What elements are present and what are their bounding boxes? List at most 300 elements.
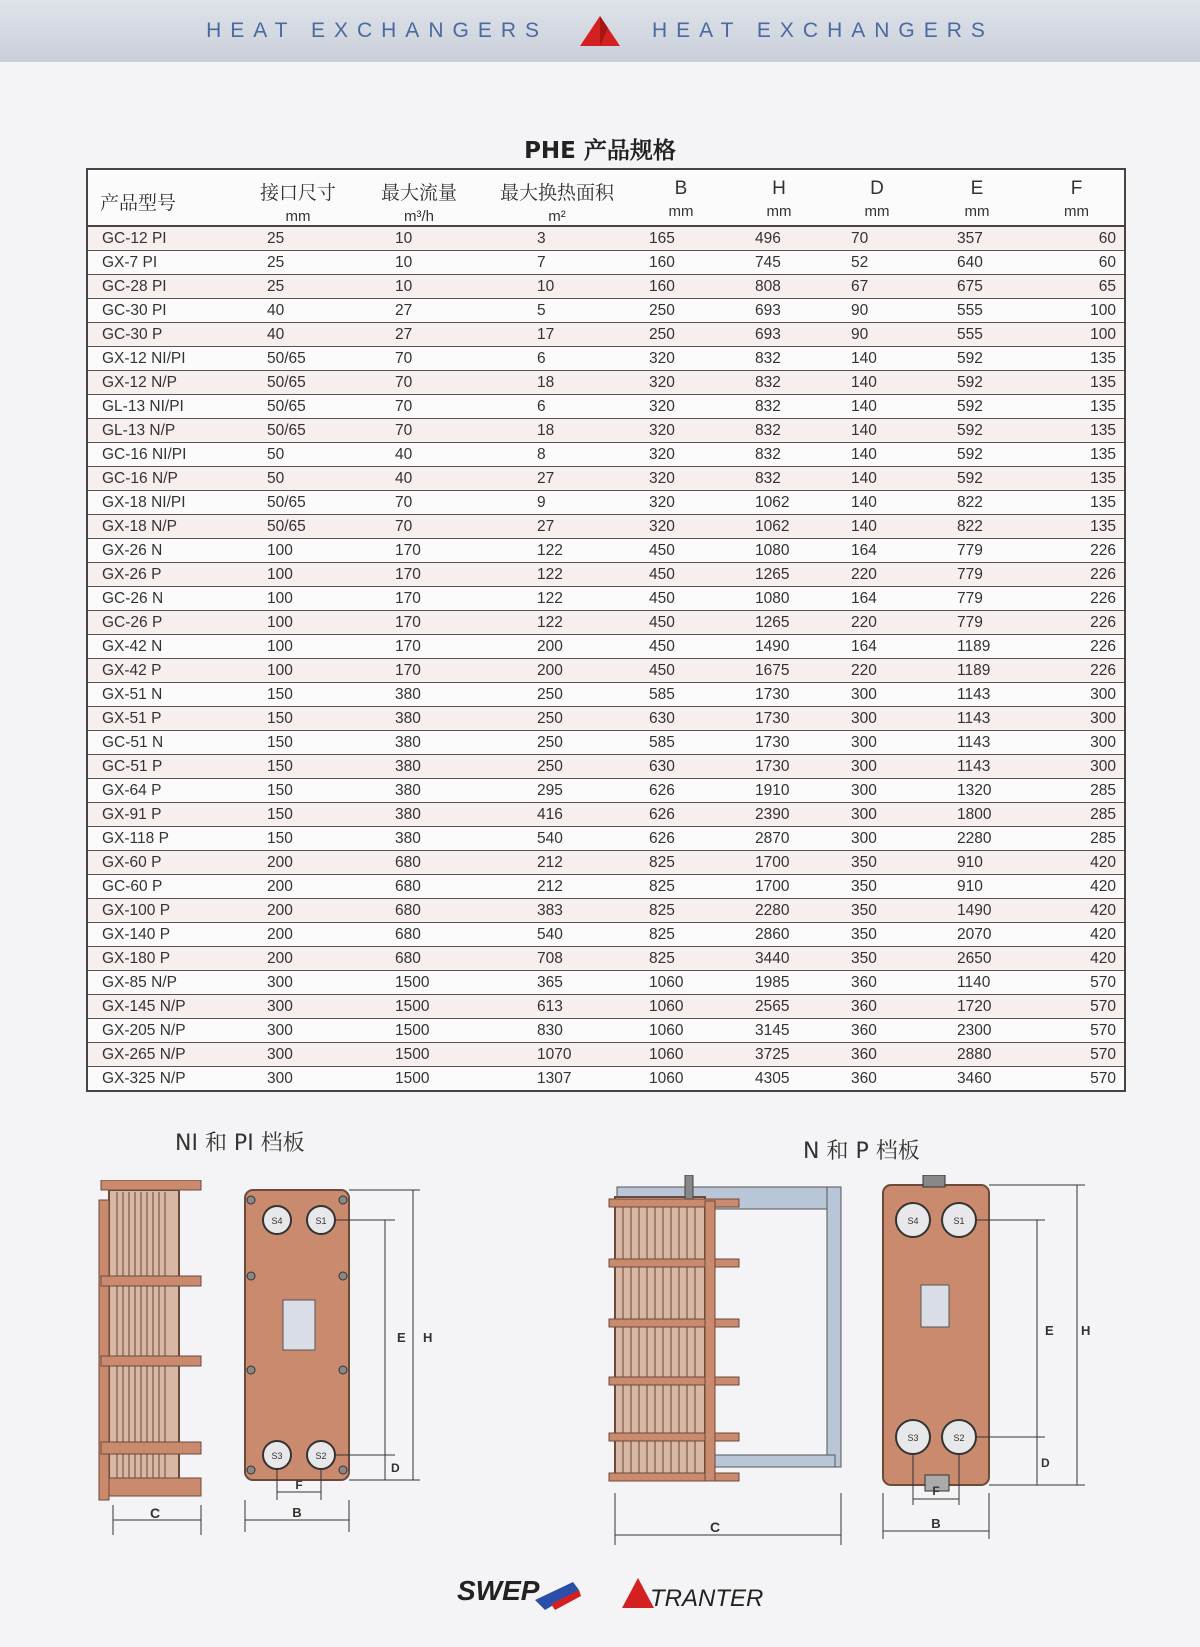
table-cell: GC-30 PI	[87, 299, 239, 323]
table-cell: 200	[239, 875, 357, 899]
table-cell: 1189	[925, 635, 1029, 659]
table-cell: GX-205 N/P	[87, 1019, 239, 1043]
table-cell: GX-85 N/P	[87, 971, 239, 995]
table-cell: 135	[1029, 515, 1125, 539]
port-label-s1: S1	[315, 1216, 327, 1226]
table-cell: GC-26 N	[87, 587, 239, 611]
table-cell: 825	[633, 923, 729, 947]
table-cell: 226	[1029, 563, 1125, 587]
table-cell: 1189	[925, 659, 1029, 683]
table-cell: 150	[239, 827, 357, 851]
table-cell: 3	[481, 226, 633, 251]
table-cell: 1143	[925, 683, 1029, 707]
table-cell: 1730	[729, 683, 829, 707]
port-label-s2: S2	[315, 1451, 327, 1461]
table-cell: 226	[1029, 659, 1125, 683]
table-cell: 779	[925, 563, 1029, 587]
table-row	[87, 443, 1125, 467]
table-cell: GX-12 NI/PI	[87, 347, 239, 371]
table-row	[87, 563, 1125, 587]
table-cell: 135	[1029, 347, 1125, 371]
table-cell: 27	[481, 467, 633, 491]
table-cell: 27	[357, 299, 481, 323]
table-row	[87, 395, 1125, 419]
column-header-unit: mm	[668, 203, 694, 220]
table-cell: GC-28 PI	[87, 275, 239, 299]
table-cell: 357	[925, 226, 1029, 251]
section-label-n-p: N 和 P 档板	[803, 1139, 920, 1164]
table-cell: 626	[633, 779, 729, 803]
section-label-ni-pi: NI 和 PI 档板	[175, 1131, 305, 1156]
table-row	[87, 275, 1125, 299]
table-cell: 555	[925, 323, 1029, 347]
table-cell: 164	[829, 635, 925, 659]
table-cell: GX-180 P	[87, 947, 239, 971]
table-cell: 496	[729, 226, 829, 251]
table-cell: 50/65	[239, 395, 357, 419]
table-cell: 832	[729, 371, 829, 395]
frame-side-view-large	[609, 1175, 841, 1545]
table-cell: 450	[633, 539, 729, 563]
table-cell: 135	[1029, 371, 1125, 395]
table-cell: 2390	[729, 803, 829, 827]
table-cell: GX-42 P	[87, 659, 239, 683]
table-cell: 708	[481, 947, 633, 971]
table-cell: 350	[829, 899, 925, 923]
table-cell: 50	[239, 467, 357, 491]
table-cell: GX-325 N/P	[87, 1067, 239, 1092]
table-cell: 570	[1029, 995, 1125, 1019]
table-cell: GX-118 P	[87, 827, 239, 851]
table-row	[87, 226, 1125, 251]
table-cell: 10	[481, 275, 633, 299]
table-cell: 360	[829, 1067, 925, 1092]
table-cell: 320	[633, 347, 729, 371]
table-cell: 1062	[729, 515, 829, 539]
table-cell: 380	[357, 803, 481, 827]
table-cell: 250	[633, 323, 729, 347]
table-cell: 4305	[729, 1067, 829, 1092]
table-cell: 140	[829, 515, 925, 539]
table-cell: 90	[829, 323, 925, 347]
table-cell: 27	[481, 515, 633, 539]
table-cell: 1675	[729, 659, 829, 683]
table-row	[87, 587, 1125, 611]
table-cell: 300	[239, 1067, 357, 1092]
table-cell: 1500	[357, 1043, 481, 1067]
table-cell: 1080	[729, 587, 829, 611]
table-cell: 320	[633, 515, 729, 539]
table-cell: 360	[829, 995, 925, 1019]
table-row	[87, 755, 1125, 779]
table-cell: GX-18 NI/PI	[87, 491, 239, 515]
table-cell: 100	[239, 611, 357, 635]
table-cell: 25	[239, 275, 357, 299]
table-cell: 200	[481, 635, 633, 659]
table-row	[87, 1067, 1125, 1092]
table-cell: GC-30 P	[87, 323, 239, 347]
table-cell: 7	[481, 251, 633, 275]
table-row	[87, 683, 1125, 707]
table-cell: 1730	[729, 755, 829, 779]
table-cell: 5	[481, 299, 633, 323]
table-cell: 1500	[357, 995, 481, 1019]
column-header-label: 最大流量	[380, 183, 457, 204]
table-cell: 380	[357, 707, 481, 731]
table-cell: 50	[239, 443, 357, 467]
table-cell: 140	[829, 347, 925, 371]
table-cell: 220	[829, 611, 925, 635]
table-cell: 626	[633, 803, 729, 827]
table-row	[87, 539, 1125, 563]
table-cell: 300	[829, 755, 925, 779]
table-cell: 300	[239, 1043, 357, 1067]
table-row	[87, 515, 1125, 539]
table-cell: 1800	[925, 803, 1029, 827]
table-cell: 1265	[729, 563, 829, 587]
column-header-label: 最大换热面积	[499, 183, 614, 204]
column-header-label: B	[674, 178, 688, 199]
table-cell: 2870	[729, 827, 829, 851]
table-cell: 1265	[729, 611, 829, 635]
table-cell: 165	[633, 226, 729, 251]
table-cell: 8	[481, 443, 633, 467]
swep-logo	[455, 1570, 585, 1615]
column-header-label: 接口尺寸	[259, 183, 336, 204]
table-cell: 540	[481, 827, 633, 851]
table-cell: 380	[357, 779, 481, 803]
table-cell: 680	[357, 851, 481, 875]
table-cell: 2650	[925, 947, 1029, 971]
table-cell: 170	[357, 539, 481, 563]
table-cell: GC-60 P	[87, 875, 239, 899]
table-cell: 122	[481, 563, 633, 587]
table-cell: 70	[357, 395, 481, 419]
table-cell: 1143	[925, 707, 1029, 731]
table-cell: 300	[829, 683, 925, 707]
column-header-4	[633, 169, 729, 226]
table-cell: 295	[481, 779, 633, 803]
table-cell: GX-26 P	[87, 563, 239, 587]
column-header-unit: mm	[864, 203, 890, 220]
table-cell: 50/65	[239, 347, 357, 371]
table-cell: 52	[829, 251, 925, 275]
table-cell: 585	[633, 731, 729, 755]
table-cell: 832	[729, 467, 829, 491]
table-cell: 420	[1029, 947, 1125, 971]
dim-label-e-left: E	[397, 1330, 406, 1345]
table-cell: 779	[925, 539, 1029, 563]
table-cell: 150	[239, 755, 357, 779]
spec-table	[86, 168, 1126, 1092]
table-cell: 122	[481, 539, 633, 563]
table-cell: 450	[633, 611, 729, 635]
table-cell: 50/65	[239, 371, 357, 395]
table-cell: 570	[1029, 1043, 1125, 1067]
table-cell: 250	[481, 707, 633, 731]
table-cell: 226	[1029, 611, 1125, 635]
table-row	[87, 1019, 1125, 1043]
plate-front-view	[245, 1190, 432, 1532]
column-header-unit: m³/h	[404, 208, 434, 225]
table-cell: 832	[729, 347, 829, 371]
table-cell: GX-64 P	[87, 779, 239, 803]
table-cell: 1307	[481, 1067, 633, 1092]
column-header-unit: mm	[766, 203, 792, 220]
table-cell: 1060	[633, 1067, 729, 1092]
table-cell: 160	[633, 275, 729, 299]
table-cell: 360	[829, 1019, 925, 1043]
table-cell: 350	[829, 947, 925, 971]
table-cell: 200	[239, 899, 357, 923]
table-cell: 70	[357, 347, 481, 371]
table-cell: 150	[239, 731, 357, 755]
table-cell: 350	[829, 875, 925, 899]
table-cell: 450	[633, 635, 729, 659]
table-cell: 40	[239, 323, 357, 347]
table-row	[87, 491, 1125, 515]
table-cell: 592	[925, 419, 1029, 443]
column-header-label: E	[970, 178, 984, 199]
port-label-s3: S3	[271, 1451, 283, 1461]
column-header-label: 产品型号	[100, 193, 177, 214]
table-row	[87, 611, 1125, 635]
dim-label-f-left: F	[295, 1478, 303, 1492]
diagram-ni-pi	[95, 1180, 435, 1535]
table-cell: 285	[1029, 827, 1125, 851]
table-cell: 592	[925, 371, 1029, 395]
table-cell: 65	[1029, 275, 1125, 299]
table-cell: 140	[829, 443, 925, 467]
table-cell: 10	[357, 226, 481, 251]
table-cell: 675	[925, 275, 1029, 299]
table-cell: 300	[829, 827, 925, 851]
table-cell: 745	[729, 251, 829, 275]
table-row	[87, 251, 1125, 275]
table-row	[87, 851, 1125, 875]
table-cell: 300	[829, 707, 925, 731]
table-cell: 1060	[633, 1019, 729, 1043]
table-cell: 2880	[925, 1043, 1029, 1067]
table-cell: 300	[829, 731, 925, 755]
table-cell: 3460	[925, 1067, 1029, 1092]
table-cell: 3145	[729, 1019, 829, 1043]
table-cell: 2280	[925, 827, 1029, 851]
dim-label-e-right: E	[1045, 1323, 1054, 1338]
table-row	[87, 923, 1125, 947]
table-cell: 50/65	[239, 491, 357, 515]
table-cell: GX-26 N	[87, 539, 239, 563]
table-cell: 40	[357, 443, 481, 467]
table-cell: 1720	[925, 995, 1029, 1019]
table-cell: 693	[729, 323, 829, 347]
table-cell: 822	[925, 515, 1029, 539]
header-bar	[0, 0, 1200, 62]
table-row	[87, 971, 1125, 995]
table-cell: 365	[481, 971, 633, 995]
column-header-label: D	[870, 178, 884, 199]
table-cell: 1700	[729, 875, 829, 899]
column-header-0	[87, 169, 239, 226]
table-cell: 830	[481, 1019, 633, 1043]
table-row	[87, 371, 1125, 395]
table-cell: 779	[925, 611, 1029, 635]
port-label-s4: S4	[271, 1216, 283, 1226]
table-cell: 592	[925, 443, 1029, 467]
table-cell: 630	[633, 707, 729, 731]
table-cell: 100	[239, 539, 357, 563]
table-cell: 100	[239, 635, 357, 659]
table-cell: 1490	[925, 899, 1029, 923]
table-row	[87, 899, 1125, 923]
table-cell: 164	[829, 587, 925, 611]
table-cell: 140	[829, 419, 925, 443]
tranter-logo-text: TRANTER	[650, 1585, 764, 1612]
port-label-s3-right: S3	[907, 1433, 919, 1443]
header-left-text: HEAT EXCHANGERS	[206, 19, 548, 42]
table-cell: 150	[239, 803, 357, 827]
table-cell: 626	[633, 827, 729, 851]
column-header-5	[729, 169, 829, 226]
table-cell: 9	[481, 491, 633, 515]
table-cell: 40	[239, 299, 357, 323]
port-label-s2-right: S2	[953, 1433, 965, 1443]
table-cell: 450	[633, 659, 729, 683]
dim-label-h-right: H	[1081, 1323, 1091, 1338]
table-cell: 90	[829, 299, 925, 323]
table-cell: 555	[925, 299, 1029, 323]
table-cell: 360	[829, 971, 925, 995]
table-cell: 808	[729, 275, 829, 299]
table-cell: 27	[357, 323, 481, 347]
table-cell: 170	[357, 563, 481, 587]
column-header-8	[1029, 169, 1125, 226]
table-cell: 416	[481, 803, 633, 827]
table-cell: 832	[729, 419, 829, 443]
table-cell: GX-51 P	[87, 707, 239, 731]
table-cell: GL-13 N/P	[87, 419, 239, 443]
table-cell: 832	[729, 395, 829, 419]
table-cell: 200	[481, 659, 633, 683]
table-cell: GX-60 P	[87, 851, 239, 875]
table-cell: 585	[633, 683, 729, 707]
table-row	[87, 419, 1125, 443]
table-cell: 693	[729, 299, 829, 323]
table-cell: 226	[1029, 587, 1125, 611]
table-cell: 10	[357, 251, 481, 275]
table-cell: GX-265 N/P	[87, 1043, 239, 1067]
column-header-2	[357, 169, 481, 226]
table-cell: 832	[729, 443, 829, 467]
table-cell: GC-51 P	[87, 755, 239, 779]
table-cell: 420	[1029, 899, 1125, 923]
table-cell: 320	[633, 371, 729, 395]
table-header-row	[87, 169, 1125, 226]
table-cell: 164	[829, 539, 925, 563]
table-cell: 420	[1029, 875, 1125, 899]
plate-front-view-large	[883, 1175, 1090, 1539]
table-cell: 630	[633, 755, 729, 779]
table-cell: 25	[239, 226, 357, 251]
table-cell: 383	[481, 899, 633, 923]
column-header-6	[829, 169, 925, 226]
table-cell: 825	[633, 851, 729, 875]
table-cell: 592	[925, 395, 1029, 419]
diagram-n-p	[605, 1175, 1115, 1545]
table-cell: 300	[829, 779, 925, 803]
table-row	[87, 827, 1125, 851]
table-cell: GC-51 N	[87, 731, 239, 755]
column-header-label: H	[772, 178, 786, 199]
table-cell: 100	[1029, 323, 1125, 347]
frame-side-view	[99, 1180, 201, 1535]
table-cell: 300	[1029, 683, 1125, 707]
table-cell: 680	[357, 947, 481, 971]
table-cell: 1143	[925, 731, 1029, 755]
table-cell: 1500	[357, 1067, 481, 1092]
table-cell: 10	[357, 275, 481, 299]
table-cell: 1060	[633, 995, 729, 1019]
table-cell: 613	[481, 995, 633, 1019]
table-cell: 170	[357, 659, 481, 683]
table-cell: GC-12 PI	[87, 226, 239, 251]
table-cell: 250	[481, 755, 633, 779]
table-cell: 100	[1029, 299, 1125, 323]
table-cell: 350	[829, 923, 925, 947]
table-cell: 420	[1029, 851, 1125, 875]
table-cell: 1070	[481, 1043, 633, 1067]
table-cell: 18	[481, 419, 633, 443]
table-cell: 250	[481, 683, 633, 707]
dim-label-c-right: C	[709, 1519, 721, 1535]
table-cell: 680	[357, 923, 481, 947]
table-cell: 910	[925, 851, 1029, 875]
table-cell: 2565	[729, 995, 829, 1019]
table-cell: 1500	[357, 971, 481, 995]
dim-label-d-left: D	[391, 1461, 400, 1475]
table-cell: 300	[239, 1019, 357, 1043]
table-row	[87, 995, 1125, 1019]
table-row	[87, 731, 1125, 755]
table-cell: 200	[239, 851, 357, 875]
table-cell: 420	[1029, 923, 1125, 947]
table-cell: 680	[357, 875, 481, 899]
table-row	[87, 1043, 1125, 1067]
table-row	[87, 707, 1125, 731]
table-cell: 200	[239, 923, 357, 947]
table-cell: 300	[1029, 731, 1125, 755]
table-row	[87, 803, 1125, 827]
table-cell: 2860	[729, 923, 829, 947]
table-cell: GX-145 N/P	[87, 995, 239, 1019]
table-cell: 60	[1029, 251, 1125, 275]
table-cell: 1080	[729, 539, 829, 563]
table-cell: 135	[1029, 491, 1125, 515]
table-row	[87, 659, 1125, 683]
table-cell: 212	[481, 851, 633, 875]
table-cell: 320	[633, 419, 729, 443]
table-cell: 300	[239, 995, 357, 1019]
table-cell: 70	[357, 491, 481, 515]
table-cell: 285	[1029, 779, 1125, 803]
table-cell: 1730	[729, 731, 829, 755]
table-cell: GX-51 N	[87, 683, 239, 707]
dim-label-h-left: H	[423, 1330, 433, 1345]
table-body	[87, 226, 1125, 1091]
table-cell: 825	[633, 899, 729, 923]
table-cell: 150	[239, 707, 357, 731]
table-cell: 200	[239, 947, 357, 971]
